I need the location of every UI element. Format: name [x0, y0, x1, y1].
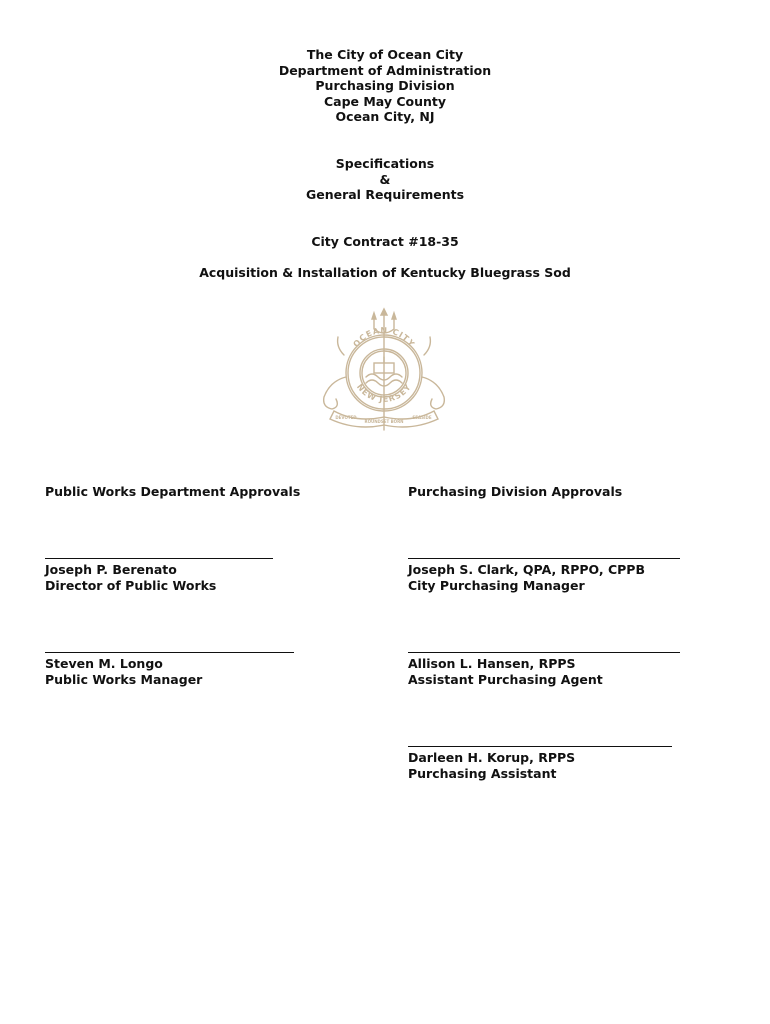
seal-banner-left: DEVOTED	[335, 415, 357, 420]
public-works-approvals-heading: Public Works Department Approvals	[45, 484, 301, 499]
signature-block-clark	[408, 558, 680, 593]
organization-header	[0, 47, 770, 125]
signatory-name: Joseph P. Berenato	[45, 562, 177, 577]
signature-line[interactable]	[45, 558, 273, 559]
contract-title-text: Acquisition & Installation of Kentucky Bluegrass Sod	[199, 265, 571, 280]
signature-line[interactable]	[45, 652, 294, 653]
signature-block-berenato	[45, 558, 273, 593]
signatory-title: Assistant Purchasing Agent	[408, 671, 603, 687]
signatory-name: Joseph S. Clark, QPA, RPPO, CPPB	[408, 562, 645, 577]
seal-banner-right: SEASIDE	[412, 415, 432, 420]
city-name: The City of Ocean City	[306, 47, 464, 62]
seal-top-text: OCEAN CITY	[351, 325, 417, 349]
signature-block-hansen	[408, 652, 680, 687]
purchasing-approvals-heading: Purchasing Division Approvals	[408, 484, 623, 499]
specifications-heading: Specifications	[335, 156, 435, 171]
contract-number	[0, 234, 770, 250]
contract-title	[0, 265, 770, 281]
city-state: Ocean City, NJ	[335, 109, 435, 125]
signature-block-longo	[45, 652, 294, 687]
general-requirements-heading: General Requirements	[305, 187, 465, 203]
signatory-name: Steven M. Longo	[45, 656, 163, 671]
county-name: Cape May County	[323, 93, 447, 109]
contract-number-text: City Contract #18-35	[311, 234, 459, 249]
division-name: Purchasing Division	[315, 78, 455, 94]
seal-bottom-text: NEW JERSEY	[354, 382, 414, 405]
signatory-title: Public Works Manager	[45, 671, 203, 687]
signatory-name: Darleen H. Korup, RPPS	[408, 750, 576, 765]
city-seal-logo	[316, 307, 452, 433]
signature-line[interactable]	[408, 558, 680, 559]
signature-line[interactable]	[408, 746, 672, 747]
signatory-title: Director of Public Works	[45, 577, 217, 593]
signature-line[interactable]	[408, 652, 680, 653]
signatory-title: City Purchasing Manager	[408, 577, 585, 593]
document-type-header	[0, 156, 770, 203]
signature-block-korup	[408, 746, 672, 781]
department-name: Department of Administration	[278, 62, 492, 78]
signatory-title: Purchasing Assistant	[408, 765, 557, 781]
ampersand-line: &	[379, 171, 391, 187]
seal-banner-center: ROUNDSET BORN	[364, 419, 404, 424]
signatory-name: Allison L. Hansen, RPPS	[408, 656, 576, 671]
